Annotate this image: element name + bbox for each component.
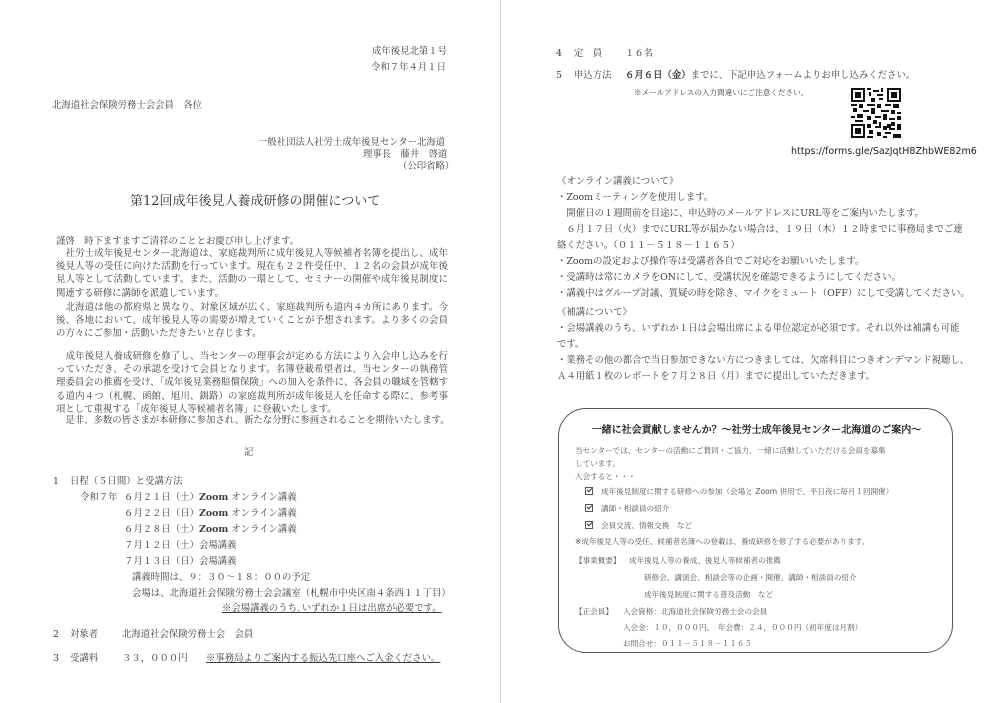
online-line: ・Zoomの設定および操作等は受講者各自でご対応をお願いいたします。 (557, 256, 865, 267)
member-line: 入会資格：北海道社会保険労務士会の会員 (623, 607, 768, 616)
registration-note: ※成年後見人等の受任、候補者名簿への登載は、養成研修を修了する必要があります。 (575, 537, 870, 546)
makeup-line: Ａ４用紙１枚のレポートを７月２８日（月）までに提出していただきます。 (557, 371, 876, 382)
section-3-label: 受講料 (70, 653, 99, 664)
business-line: 成年後見人等の養成、後見人等候補者の推薦 (629, 556, 781, 565)
online-line: ６月１７日（火）までにURL等が届かない場合は、１９日（木）１２時までに事務局までご連 (557, 224, 963, 235)
ki-heading: 記 (244, 447, 254, 458)
schedule-era: 令和７年 (80, 492, 118, 503)
online-line: ・受講時は常にカメラをONにして、受講状況を確認できるようにしてください。 (557, 272, 901, 283)
business-label: 【事業概要】 (575, 556, 621, 565)
invitation-box (558, 408, 953, 653)
benefit-item: 成年後見制度に関する研修への参加（会場と Zoom 併用で、平日夜に毎月１回開催） (585, 486, 893, 497)
schedule-row: ６月２２日（日）Zoom オンライン講義 (124, 508, 297, 519)
body-paragraph-3: 成年後見人養成研修を修了し、当センターの理事会が定める方法により入会申し込みを行っていただき、その承認を受けて会員となります。名簿登載希望者は、当センターの執務管理委員会の推薦を受け、「成年後見業務賠償保険」への加入を条件に、各会員の職域を管轄する道内４つ（札幌、函館、旭川、釧路）の家庭裁判所が成年後見人を任命する際に、参考事項として重視する「成年後見人等候補者名簿」に登載いたします。 (56, 351, 448, 415)
section-2-value: 北海道社会保険労務士会 会員 (122, 629, 254, 640)
payment-note: ※事務局よりご案内する振込先口座へご入金ください。 (206, 653, 441, 664)
section-4-number: 4 (556, 48, 562, 59)
form-url-link[interactable]: https://forms.gle/SazJqtH8ZhbWE82m6 (791, 146, 977, 157)
invitation-intro: しています。 (575, 459, 620, 468)
checkbox-checked-icon (585, 521, 593, 529)
schedule-row: ７月１３日（日）会場講義 (124, 556, 237, 567)
qr-code-icon[interactable] (851, 88, 901, 138)
sender-name: 理事長 藤井 啓道 (363, 149, 448, 160)
member-line: 入会金：１０，０００円、 年会費：２４，０００円（初年度は月割） (623, 623, 863, 632)
online-heading: 《オンライン講義について》 (557, 176, 679, 187)
section-3-number: 3 (53, 653, 59, 664)
section-1-number: 1 (53, 476, 59, 487)
recipient: 北海道社会保険労務士会会員 各位 (52, 100, 203, 111)
attendance-note: ※会場講義のうち､いずれか１日は出席が必要です。 (222, 603, 442, 614)
document-number: 成年後見北第１号 (372, 46, 448, 57)
section-2-number: 2 (53, 629, 59, 640)
section-5-value: ６月６日（金）までに、下記申込フォームよりお申し込みください。 (625, 70, 916, 81)
body-paragraph-1: 社労士成年後見センター北海道は、家庭裁判所に成年後見人等候補者名簿を提出し、成年後見人等の受任に向けた活動を行っています。現在も２２件受任中、１２名の会員が成年後見人等として活動しています。また、活動の一環として、セミナーの開催や成年後見制度に関連する研修に講師を派遣しています。 (56, 248, 448, 299)
schedule-row: ７月１２日（土）会場講義 (124, 540, 237, 551)
checkbox-checked-icon (585, 504, 593, 512)
section-3-value: ３３，０００円 (122, 653, 188, 664)
section-4-label: 定 員 (574, 48, 603, 59)
invitation-title: 一緒に社会貢献しませんか？～社労士成年後見センター北海道のご案内～ (591, 425, 922, 436)
benefit-item: 講師・相談員の紹介 (585, 503, 669, 514)
section-5-label: 申込方法 (574, 70, 612, 81)
online-line: 開催日の１週間前を目途に、申込時のメールアドレスにURL等をご案内いたします。 (557, 208, 924, 219)
email-note: ※メールアドレスの入力間違いにご注意ください。 (634, 88, 809, 97)
sender-organization: 一般社団法人社労士成年後見センター北海道 (258, 137, 446, 148)
makeup-line: ・業務その他の都合で当日参加できない方につきましては、欠席科目につきオンデマンド視聴し、 (557, 355, 970, 366)
schedule-row: ６月２８日（土）Zoom オンライン講義 (124, 524, 297, 535)
member-label: 【正会員】 (575, 607, 613, 616)
checkbox-checked-icon (585, 487, 593, 495)
venue-note: 会場は、北海道社会保険労務士会会議室（札幌市中央区南４条西１１丁目） (132, 588, 451, 599)
online-line: ・講義中はグループ討議、質疑の時を除き、マイクをミュート（OFF）にして受講してください。 (557, 288, 970, 299)
body-paragraph-4: 是非、多数の皆さまが本研修に参加され、新たな分野に参画されることを期待いたします。 (56, 415, 450, 426)
invitation-intro: 当センターでは、センターの活動にご賛同・ご協力、一緒に活動していただける会員を募集 (575, 446, 886, 455)
section-1-heading: 日程（５日間）と受講方法 (70, 476, 183, 487)
makeup-heading: 《補講について》 (557, 307, 632, 318)
body-paragraph-2: 北海道は他の都府県と異なり、対象区域が広く、家庭裁判所も道内４カ所にあります。今後、各地において、成年後見人等の需要が増えていくことが予想されます。より多くの会員の方々にご参加・活動いただきたいと存じます。 (56, 302, 448, 340)
makeup-line: です。 (557, 339, 585, 350)
business-line: 成年後見制度に関する普及活動 など (644, 590, 774, 599)
online-line: 絡ください。（０１１－５１８－１１６５） (557, 240, 740, 251)
joining-label: 入会すると・・・ (575, 472, 636, 481)
online-line: ・Zoomミーティングを使用します。 (557, 192, 714, 203)
greeting: 謹啓 時下ますますご清祥のこととお慶び申し上げます。 (56, 236, 300, 247)
schedule-row: ６月２１日（土）Zoom オンライン講義 (124, 492, 297, 503)
section-5-number: 5 (556, 70, 562, 81)
business-line: 研修会、講演会、相談会等の企画・開催、講師・相談員の紹介 (644, 573, 857, 582)
section-2-label: 対象者 (70, 629, 99, 640)
benefit-item: 会員交流、情報交換 など (585, 520, 692, 531)
section-4-value: １６名 (625, 48, 654, 59)
makeup-line: ・会場講義のうち、いずれか１日は会場出席による単位認定が必須です。それ以外は補講も可能 (557, 323, 960, 334)
page-title: 第12回成年後見人養成研修の開催について (130, 194, 381, 209)
document-date: 令和７年４月１日 (371, 62, 447, 73)
member-line: お問合せ：０１１－５１８－１１６５ (623, 639, 753, 648)
seal-note: （公印省略） (398, 161, 455, 172)
lecture-time-note: 講義時間は、９：３０～１８：００の予定 (132, 572, 311, 583)
